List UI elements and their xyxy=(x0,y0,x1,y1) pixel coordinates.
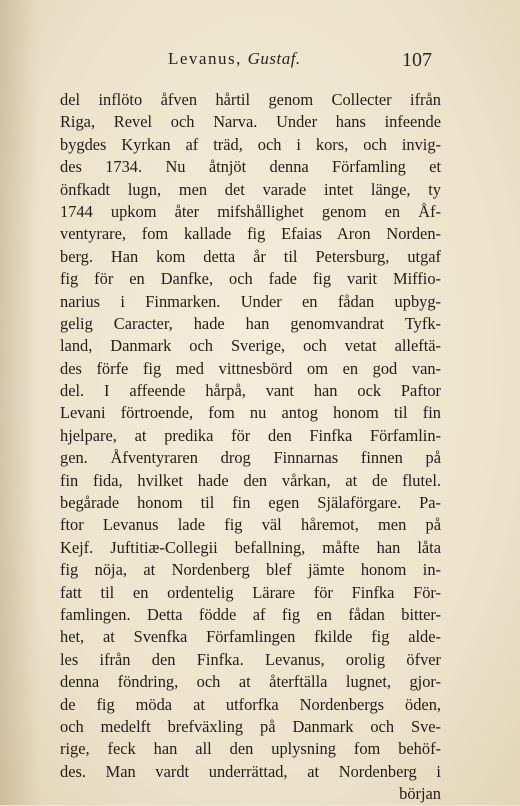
text-line: land, Danmark och Sverige, och vetat alleftä- xyxy=(60,336,441,356)
text-line: hjelpare, at predika för den Finfka Förfamlin- xyxy=(60,425,441,445)
text-line: fig nöja, at Nordenberg blef jämte honom in- xyxy=(60,560,441,580)
text-line: famlingen. Detta födde af fig en fådan bitter- xyxy=(60,604,441,624)
text-line: 1744 upkom åter mifshållighet genom en Åf- xyxy=(60,201,441,221)
text-line: rige, feck han all den uplysning fom behöf- xyxy=(60,739,441,759)
text-line: gelig Caracter, hade han genomvandrat Tyfk- xyxy=(60,313,441,333)
text-line: begårade honom til fin egen Själaförgare. Pa- xyxy=(60,493,441,513)
text-line: början xyxy=(399,784,441,804)
text-line: de fig möda at utforfka Nordenbergs öden, xyxy=(60,694,441,714)
text-line: Riga, Revel och Narva. Under hans infeende xyxy=(60,112,441,132)
text-line: del inflöto åfven hårtil genom Collecter ifrån xyxy=(60,90,441,109)
running-head-name: Levanus, xyxy=(168,49,242,68)
text-line: denna föndring, och at återftälla lugnet, gjor- xyxy=(60,672,441,692)
text-line: des förfe fig med vittnesbörd om en god van- xyxy=(60,358,441,378)
text-line: ftor Levanus lade fig väl håremot, men på xyxy=(60,515,441,535)
text-line: het, at Svenfka Förfamlingen fkilde fig alde- xyxy=(60,627,441,647)
text-line: des 1734. Nu åtnjöt denna Förfamling et xyxy=(60,157,441,177)
text-line: del. I affeende hårpå, vant han ock Paftor xyxy=(60,381,441,401)
page-number: 107 xyxy=(402,49,432,71)
body-text xyxy=(60,89,441,806)
running-head-forename: Gustaf. xyxy=(247,49,301,68)
text-line: och medelft brefväxling på Danmark och Sve- xyxy=(60,716,441,736)
text-line: ventyrare, fom kallade fig Efaias Aron Norden- xyxy=(60,224,441,244)
text-line: des. Man vardt underrättad, at Nordenberg i xyxy=(60,761,441,781)
text-line: Levani förtroende, fom nu antog honom til fin xyxy=(60,403,441,423)
text-line: fatt til en ordentelig Lärare för Finfka För- xyxy=(60,582,441,602)
text-line: les ifrån den Finfka. Levanus, orolig öfver xyxy=(60,649,441,669)
text-line: önfkadt lugn, men det varade intet länge, ty xyxy=(60,179,441,199)
text-line: bygdes Kyrkan af träd, och i kors, och invig- xyxy=(60,134,441,154)
running-head xyxy=(168,49,301,69)
text-line: gen. Åfventyraren drog Finnarnas finnen på xyxy=(60,448,441,468)
text-line: Kejf. Juftitiæ-Collegii befallning, måfte han låta xyxy=(60,537,441,557)
text-line: berg. Han kom detta år til Petersburg, utgaf xyxy=(60,246,441,266)
text-line: fin fida, hvilket hade den vårkan, at de flutel. xyxy=(60,470,441,490)
text-line: fig för en Danfke, och fade fig varit Miffio- xyxy=(60,269,441,289)
text-line: narius i Finmarken. Under en fådan upbyg- xyxy=(60,291,441,311)
page-header xyxy=(0,45,520,71)
